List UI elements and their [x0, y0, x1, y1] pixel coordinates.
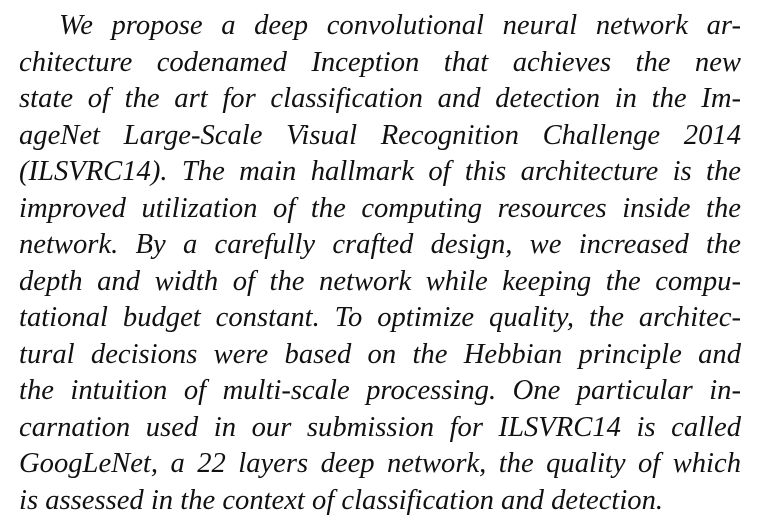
abstract-line: ageNet Large-Scale Visual Recognition Challenge 2014	[19, 119, 741, 151]
abstract-line: tural decisions were based on the Hebbian principle and	[19, 338, 741, 370]
abstract-paragraph	[19, 8, 741, 519]
abstract-line: carnation used in our submission for ILSVRC14 is called	[19, 411, 741, 443]
abstract-line: is assessed in the context of classification and detection.	[19, 484, 664, 516]
abstract-line: tational budget constant. To optimize quality, the architec-	[19, 302, 741, 333]
abstract-line: network. By a carefully crafted design, we increased the	[19, 229, 741, 260]
abstract-line: chitecture codenamed Inception that achieves the new	[19, 46, 741, 78]
abstract-line: state of the art for classification and detection in the Im-	[19, 83, 741, 114]
abstract-line: depth and width of the network while keeping the compu-	[19, 265, 741, 297]
abstract-line: (ILSVRC14). The main hallmark of this architecture is the	[19, 156, 741, 187]
abstract-line: We propose a deep convolutional neural network ar-	[59, 10, 741, 41]
abstract-line: improved utilization of the computing resources inside the	[19, 192, 741, 224]
abstract-line: the intuition of multi-scale processing. One particular in-	[19, 375, 741, 406]
abstract-line: GoogLeNet, a 22 layers deep network, the quality of which	[19, 448, 741, 479]
